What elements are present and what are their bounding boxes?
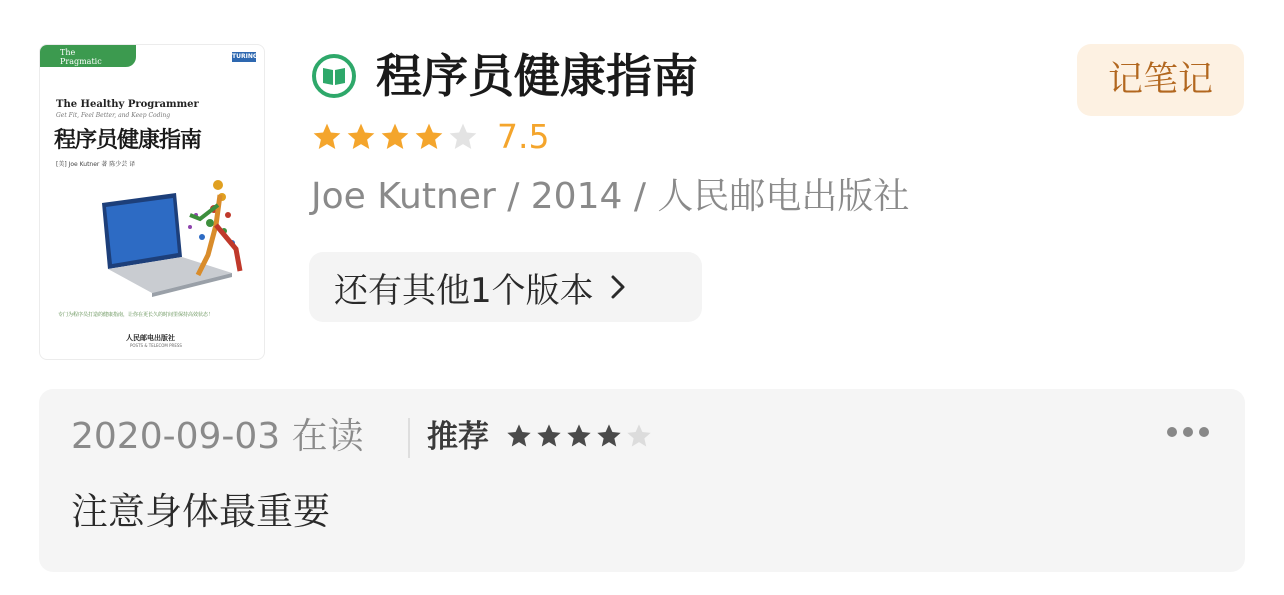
cover-publisher-cn: 人民邮电出版社	[126, 334, 175, 342]
cover-title-cn: 程序员健康指南	[54, 127, 202, 153]
more-options-icon[interactable]	[1167, 427, 1215, 437]
star-empty-icon	[447, 121, 479, 153]
chevron-right-icon	[610, 274, 626, 300]
book-title: 程序员健康指南	[376, 49, 698, 103]
review-divider	[408, 418, 410, 458]
star-filled-icon	[595, 422, 623, 450]
star-filled-icon	[565, 422, 593, 450]
star-filled-icon	[505, 422, 533, 450]
my-review-card	[39, 389, 1245, 572]
review-rating-stars	[505, 422, 655, 450]
cover-tagline: 专门为程序员打造的健康指南，让你在更长久的时间里保持高效状态！	[58, 312, 214, 318]
cover-subtitle-en: Get Fit, Feel Better, and Keep Coding	[56, 112, 171, 119]
star-empty-icon	[625, 422, 653, 450]
cover-author-line: [美] Joe Kutner 著 陈少芸 译	[56, 161, 136, 168]
other-versions-button[interactable]	[309, 252, 702, 322]
review-recommend-label: 推荐	[427, 419, 489, 455]
rating-score: 7.5	[497, 117, 550, 156]
cover-publisher-en: POSTS & TELECOM PRESS	[130, 343, 182, 348]
book-rating	[311, 119, 549, 155]
book-rating-stars	[311, 121, 481, 153]
cover-publisher-badge: TURING	[232, 53, 258, 60]
cover-title-en: The Healthy Programmer	[56, 99, 199, 110]
book-cover[interactable]	[39, 44, 265, 360]
cover-series-tab: The Pragmatic Programmers	[40, 45, 136, 67]
star-filled-icon	[345, 121, 377, 153]
open-book-icon	[311, 53, 357, 99]
take-notes-button[interactable]: 记笔记	[1077, 44, 1244, 116]
review-date-status: 2020-09-03 在读	[71, 416, 364, 457]
review-text: 注意身体最重要	[71, 490, 330, 533]
star-filled-icon	[535, 422, 563, 450]
cover-laptop-illustration	[90, 175, 255, 305]
star-filled-icon	[311, 121, 343, 153]
other-versions-label: 还有其他1个版本	[334, 270, 594, 311]
book-meta: Joe Kutner / 2014 / 人民邮电出版社	[311, 176, 910, 217]
star-filled-icon	[379, 121, 411, 153]
star-filled-icon	[413, 121, 445, 153]
